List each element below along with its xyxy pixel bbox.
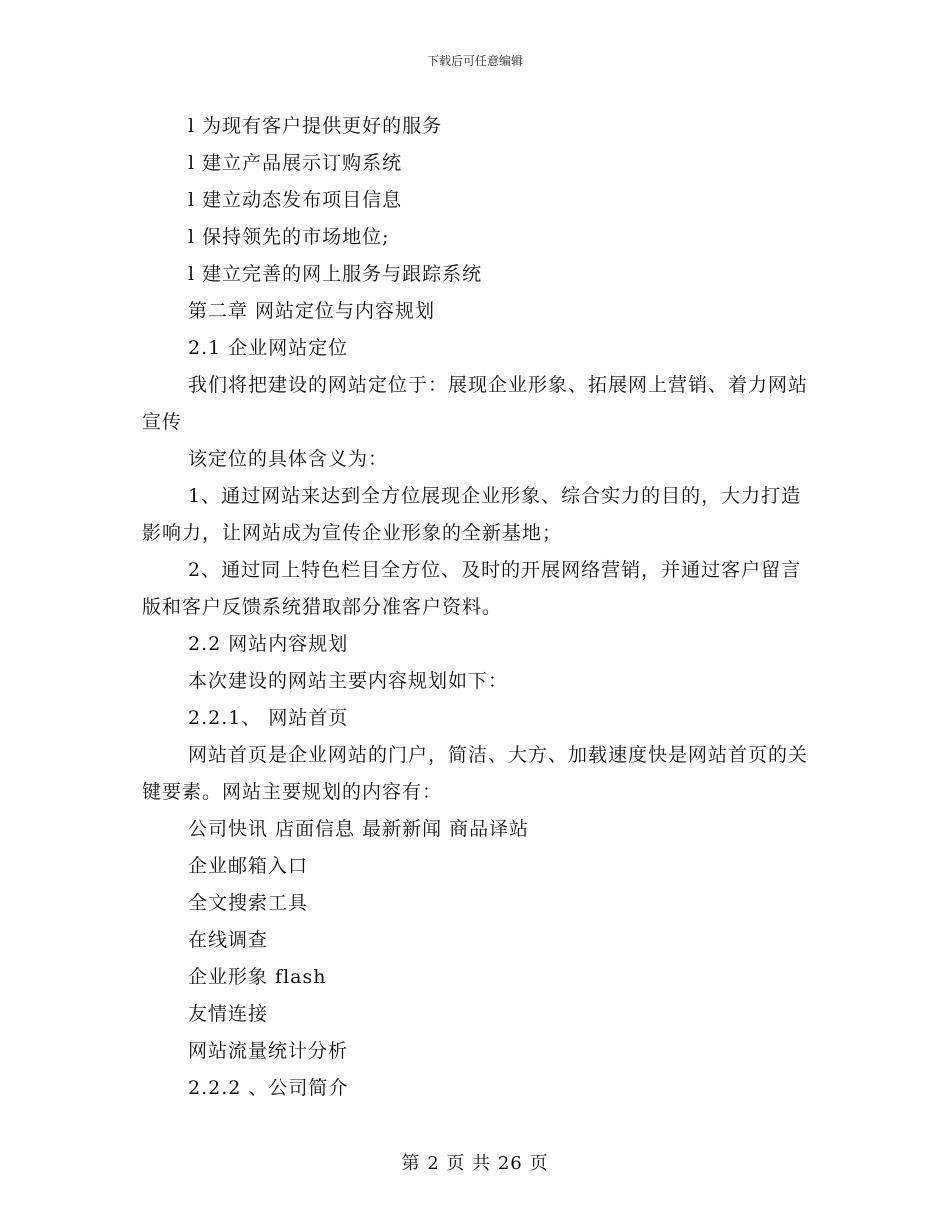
section-heading: 2.2 网站内容规划 — [188, 633, 349, 655]
list-item: 企业邮箱入口 — [188, 855, 309, 877]
subsection-heading: 2.2.2 、公司简介 — [188, 1077, 349, 1099]
page-header: 下载后可任意编辑 — [426, 54, 523, 68]
chapter-heading: 第二章 网站定位与内容规划 — [188, 300, 436, 322]
document-body — [142, 108, 808, 1107]
paragraph: 本次建设的网站主要内容规划如下： — [188, 670, 509, 692]
paragraph: 我们将把建设的网站定位于：展现企业形象、拓展网上营销、着力网站宣传 — [142, 374, 809, 433]
list-item: 全文搜索工具 — [188, 892, 309, 914]
bullet-item: l 建立动态发布项目信息 — [188, 189, 403, 211]
paragraph: 1、通过网站来达到全方位展现企业形象、综合实力的目的，大力打造影响力，让网站成为宣传企业形象的全新基地； — [142, 485, 802, 544]
bullet-item: l 保持领先的市场地位; — [188, 226, 390, 248]
paragraph: 网站首页是企业网站的门户，简洁、大方、加载速度快是网站首页的关键要素。网站主要规划的内容有： — [142, 744, 809, 803]
bullet-item: l 建立产品展示订购系统 — [188, 152, 403, 174]
bullet-item: l 为现有客户提供更好的服务 — [188, 115, 443, 137]
page-number-footer: 第 2 页 共 26 页 — [401, 1153, 549, 1174]
subsection-heading: 2.2.1、 网站首页 — [188, 707, 349, 729]
section-heading: 2.1 企业网站定位 — [188, 337, 349, 359]
list-item: 友情连接 — [188, 1003, 269, 1025]
list-item: 在线调查 — [188, 929, 269, 951]
paragraph: 该定位的具体含义为： — [188, 448, 389, 470]
list-item: 网站流量统计分析 — [188, 1040, 349, 1062]
paragraph: 2、通过同上特色栏目全方位、及时的开展网络营销，并通过客户留言版和客户反馈系统猎取部分准客户资料。 — [142, 559, 802, 618]
list-item: 公司快讯 店面信息 最新新闻 商品译站 — [188, 818, 530, 840]
bullet-item: l 建立完善的网上服务与跟踪系统 — [188, 263, 483, 285]
list-item: 企业形象 flash — [188, 966, 327, 988]
